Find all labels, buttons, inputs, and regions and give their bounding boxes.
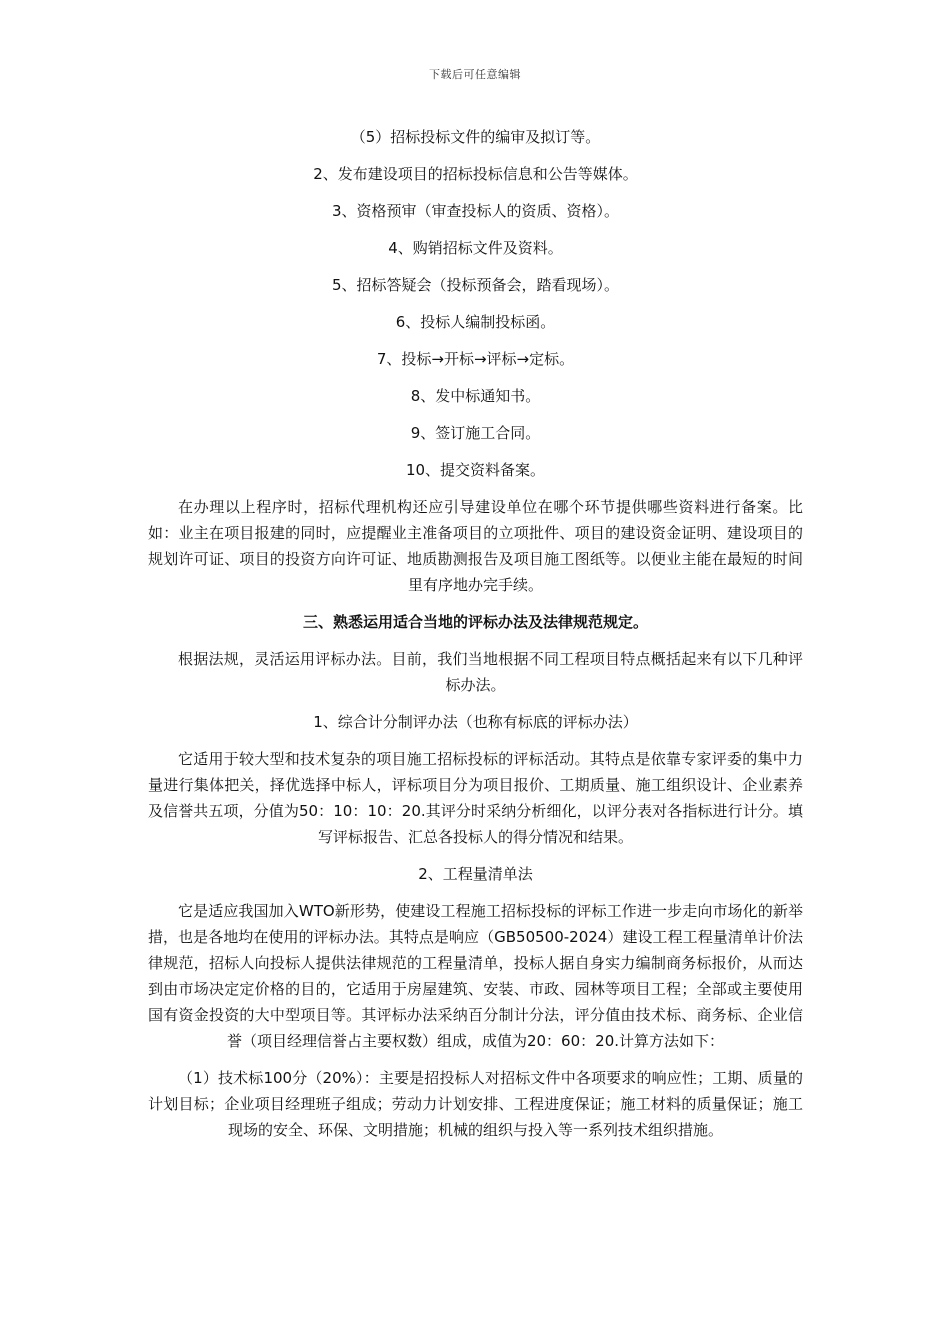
paragraph-procedure-note: 在办理以上程序时，招标代理机构还应引导建设单位在哪个环节提供哪些资料进行备案。比如：业主在项目报建的同时，应提醒业主准备项目的立项批件、项目的建设资金证明、建设项目的规划许可证、项目的投资方向许可证、地质勘测报告及项目施工图纸等。以便业主能在最短的时间里有序地办完手续。 — [148, 498, 803, 594]
subheading-method-1: 1、综合计分制评办法（也称有标底的评标办法） — [313, 713, 638, 731]
list-item: 9、签订施工合同。 — [410, 424, 541, 442]
list-item: 2、发布建设项目的招标投标信息和公告等媒体。 — [313, 165, 638, 183]
section-heading-3: 三、熟悉运用适合当地的评标办法及法律规范规定。 — [302, 613, 648, 631]
subheading-method-2: 2、工程量清单法 — [418, 865, 533, 883]
list-item: 3、资格预审（审查投标人的资质、资格）。 — [331, 202, 620, 220]
list-item: 4、购销招标文件及资料。 — [388, 239, 563, 257]
paragraph-method-2: 它是适应我国加入WTO新形势，使建设工程施工招标投标的评标工作进一步走向市场化的新举措，也是各地均在使用的评标办法。其特点是响应（GB50500-2024）建设工程工程量清单计价法律规范，招标人向投标人提供法律规范的工程量清单，投标人据自身实力编制商务标报价，从而达到由市场决定定价格的目的，它适用于房屋建筑、安装、市政、园林等项目工程；全部或主要使用国有资金投资的大中型项目等。其评标办法采纳百分制计分法，评分值由技术标、商务标、企业信誉（项目经理信誉占主要权数）组成，成值为20：60：20.计算方法如下： — [148, 902, 803, 1050]
list-item: 5、招标答疑会（投标预备会，踏看现场）。 — [331, 276, 620, 294]
list-item: （5）招标投标文件的编审及拟订等。 — [350, 128, 601, 146]
list-item: 8、发中标通知书。 — [410, 387, 541, 405]
list-item: 6、投标人编制投标函。 — [395, 313, 556, 331]
paragraph-method-1: 它适用于较大型和技术复杂的项目施工招标投标的评标活动。其特点是依靠专家评委的集中力量进行集体把关，择优选择中标人，评标项目分为项目报价、工期质量、施工组织设计、企业素养及信誉共五项，分值为50：10：10：20.其评分时采纳分析细化，以评分表对各指标进行计分。填写评标报告、汇总各投标人的得分情况和结果。 — [148, 750, 803, 846]
header-note: 下载后可任意编辑 — [429, 68, 521, 81]
list-item: 7、投标→开标→评标→定标。 — [376, 350, 575, 368]
list-item: 10、提交资料备案。 — [405, 461, 546, 479]
paragraph-evaluation-intro: 根据法规，灵活运用评标办法。目前，我们当地根据不同工程项目特点概括起来有以下几种评标办法。 — [178, 650, 803, 694]
paragraph-technical-bid: （1）技术标100分（20%）：主要是招投标人对招标文件中各项要求的响应性；工期、质量的计划目标；企业项目经理班子组成；劳动力计划安排、工程进度保证；施工材料的质量保证；施工现场的安全、环保、文明措施；机械的组织与投入等一系列技术组织措施。 — [148, 1069, 803, 1139]
document-body — [148, 124, 803, 1154]
